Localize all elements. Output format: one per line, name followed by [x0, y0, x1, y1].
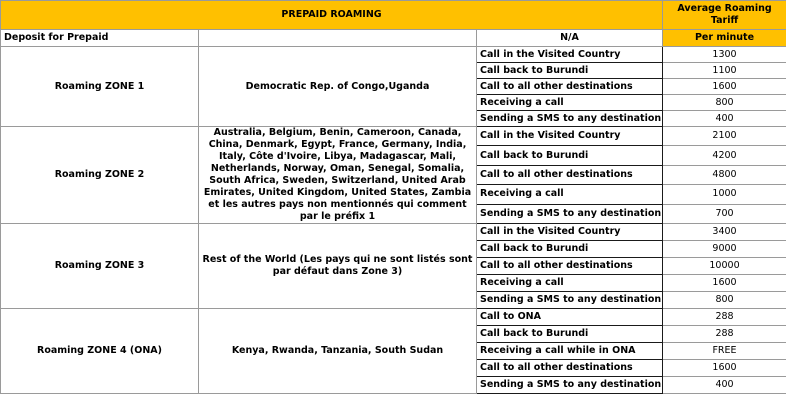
na-label: N/A — [477, 30, 663, 47]
service-cell: Call to all other destinations — [477, 79, 663, 95]
tariff-cell: 2100 — [663, 127, 786, 146]
service-cell: Call to all other destinations — [477, 360, 663, 377]
tariff-cell: 700 — [663, 204, 786, 223]
tariff-cell: 400 — [663, 111, 786, 127]
tariff-cell: FREE — [663, 343, 786, 360]
tariff-cell: 1600 — [663, 275, 786, 292]
service-cell: Receiving a call — [477, 95, 663, 111]
zone-name: Roaming ZONE 4 (ONA) — [1, 309, 199, 394]
tariff-cell: 800 — [663, 292, 786, 309]
zone-name: Roaming ZONE 3 — [1, 224, 199, 309]
tariff-cell: 1300 — [663, 47, 786, 63]
service-cell: Receiving a call — [477, 185, 663, 204]
service-cell: Call back to Burundi — [477, 63, 663, 79]
table-title: PREPAID ROAMING — [1, 1, 663, 30]
tariff-cell: 1600 — [663, 360, 786, 377]
zone-countries: Democratic Rep. of Congo,Uganda — [199, 47, 477, 127]
tariff-cell: 288 — [663, 326, 786, 343]
service-cell: Receiving a call while in ONA — [477, 343, 663, 360]
service-cell: Call in the Visited Country — [477, 224, 663, 241]
service-cell: Call to all other destinations — [477, 258, 663, 275]
deposit-label: Deposit for Prepaid — [1, 30, 199, 47]
table-row — [1, 127, 786, 146]
service-cell: Call back to Burundi — [477, 146, 663, 165]
service-cell: Call back to Burundi — [477, 326, 663, 343]
tariff-title: Average Roaming Tariff — [663, 1, 786, 30]
tariff-cell: 9000 — [663, 241, 786, 258]
tariff-cell: 288 — [663, 309, 786, 326]
zone-name: Roaming ZONE 1 — [1, 47, 199, 127]
zone-name: Roaming ZONE 2 — [1, 127, 199, 224]
zone-countries: Kenya, Rwanda, Tanzania, South Sudan — [199, 309, 477, 394]
tariff-cell: 1600 — [663, 79, 786, 95]
tariff-cell: 10000 — [663, 258, 786, 275]
service-cell: Call to ONA — [477, 309, 663, 326]
service-cell: Call to all other destinations — [477, 165, 663, 184]
table-row — [1, 47, 786, 63]
tariff-cell: 800 — [663, 95, 786, 111]
service-cell: Sending a SMS to any destination — [477, 377, 663, 394]
service-cell: Call in the Visited Country — [477, 47, 663, 63]
tariff-cell: 400 — [663, 377, 786, 394]
tariff-cell: 3400 — [663, 224, 786, 241]
tariff-unit: Per minute — [663, 30, 786, 47]
zone-countries: Australia, Belgium, Benin, Cameroon, Canada, China, Denmark, Egypt, France, Germany, India, Italy, Côte d'Ivoire, Libya, Madagascar, Mali, Netherlands, Norway, Oman, Senegal, Somalia, South Africa, Sweden, Switzerland, United Arab Emirates, United Kingdom, United States, Zambia et les autres pays non mentionnés qui comment par le préfix 1 — [199, 127, 477, 224]
service-cell: Call in the Visited Country — [477, 127, 663, 146]
tariff-cell: 1000 — [663, 185, 786, 204]
tariff-cell: 1100 — [663, 63, 786, 79]
service-cell: Sending a SMS to any destination — [477, 204, 663, 223]
tariff-cell: 4200 — [663, 146, 786, 165]
table-row — [1, 224, 786, 241]
service-cell: Call back to Burundi — [477, 241, 663, 258]
tariff-cell: 4800 — [663, 165, 786, 184]
service-cell: Sending a SMS to any destination — [477, 292, 663, 309]
service-cell: Receiving a call — [477, 275, 663, 292]
zone-countries: Rest of the World (Les pays qui ne sont listés sont par défaut dans Zone 3) — [199, 224, 477, 309]
table-row — [1, 309, 786, 326]
service-cell: Sending a SMS to any destination — [477, 111, 663, 127]
